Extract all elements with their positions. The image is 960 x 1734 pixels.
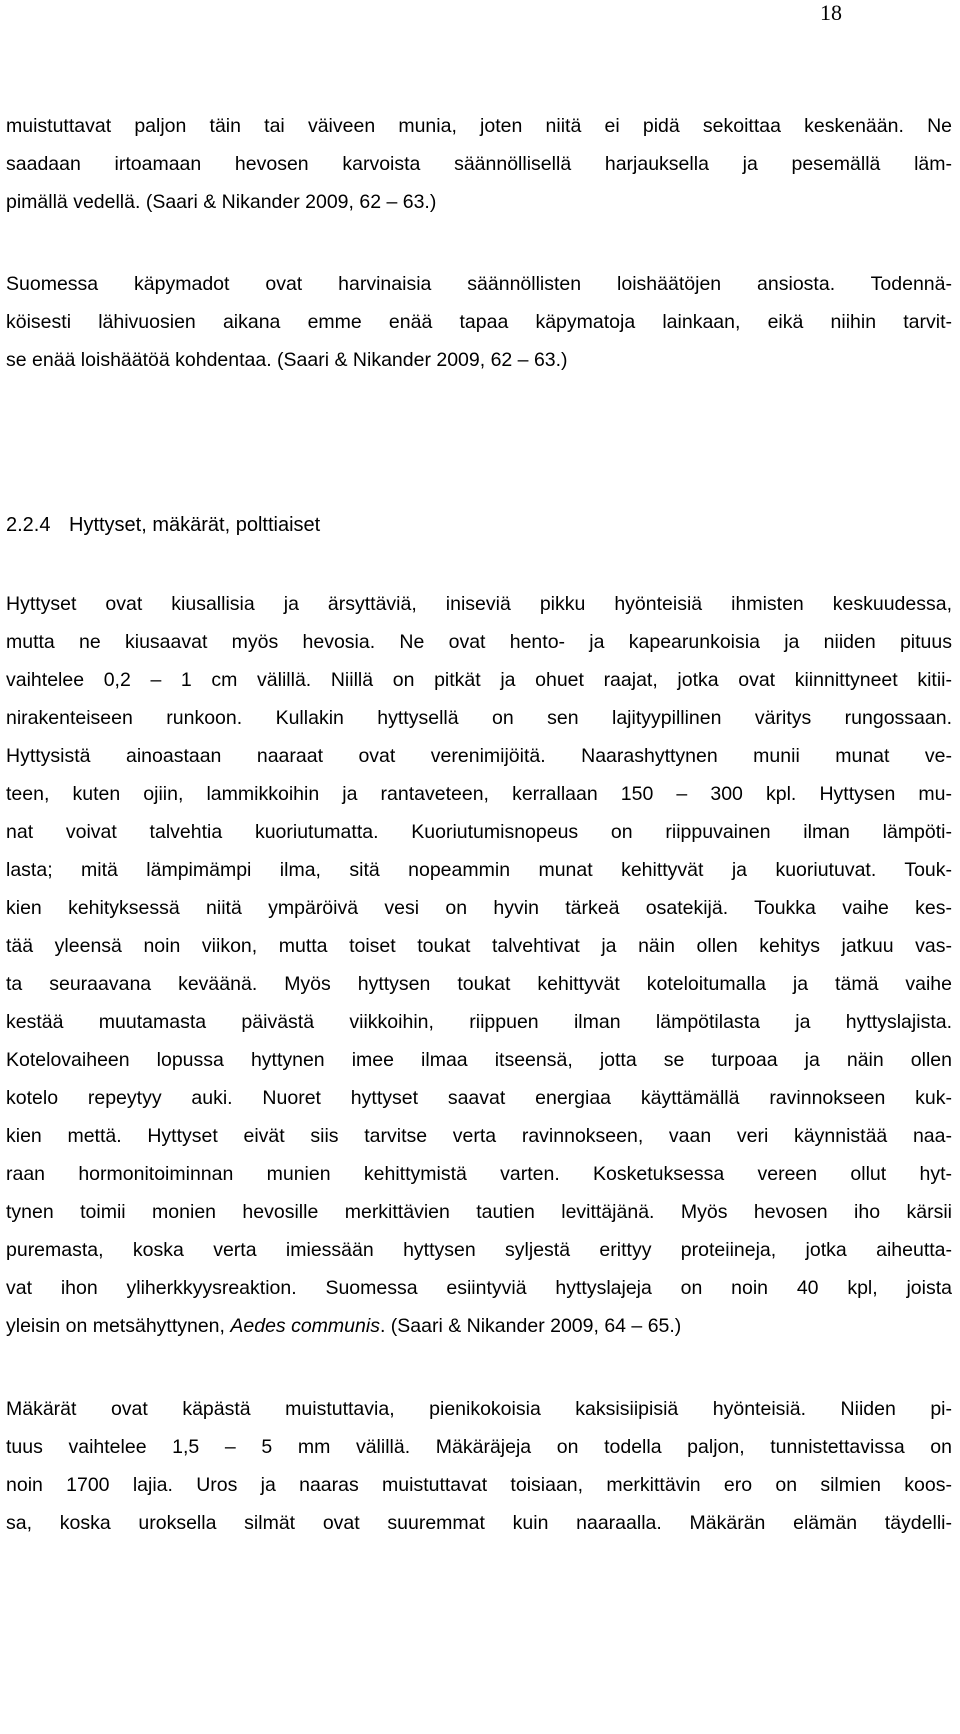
section-number: 2.2.4 <box>6 514 51 536</box>
section-title: Hyttyset, mäkärät, polttiaiset <box>69 514 321 536</box>
species-name: Aedes communis <box>230 1315 380 1337</box>
section-heading <box>6 510 320 540</box>
page-number: 18 <box>820 0 842 25</box>
